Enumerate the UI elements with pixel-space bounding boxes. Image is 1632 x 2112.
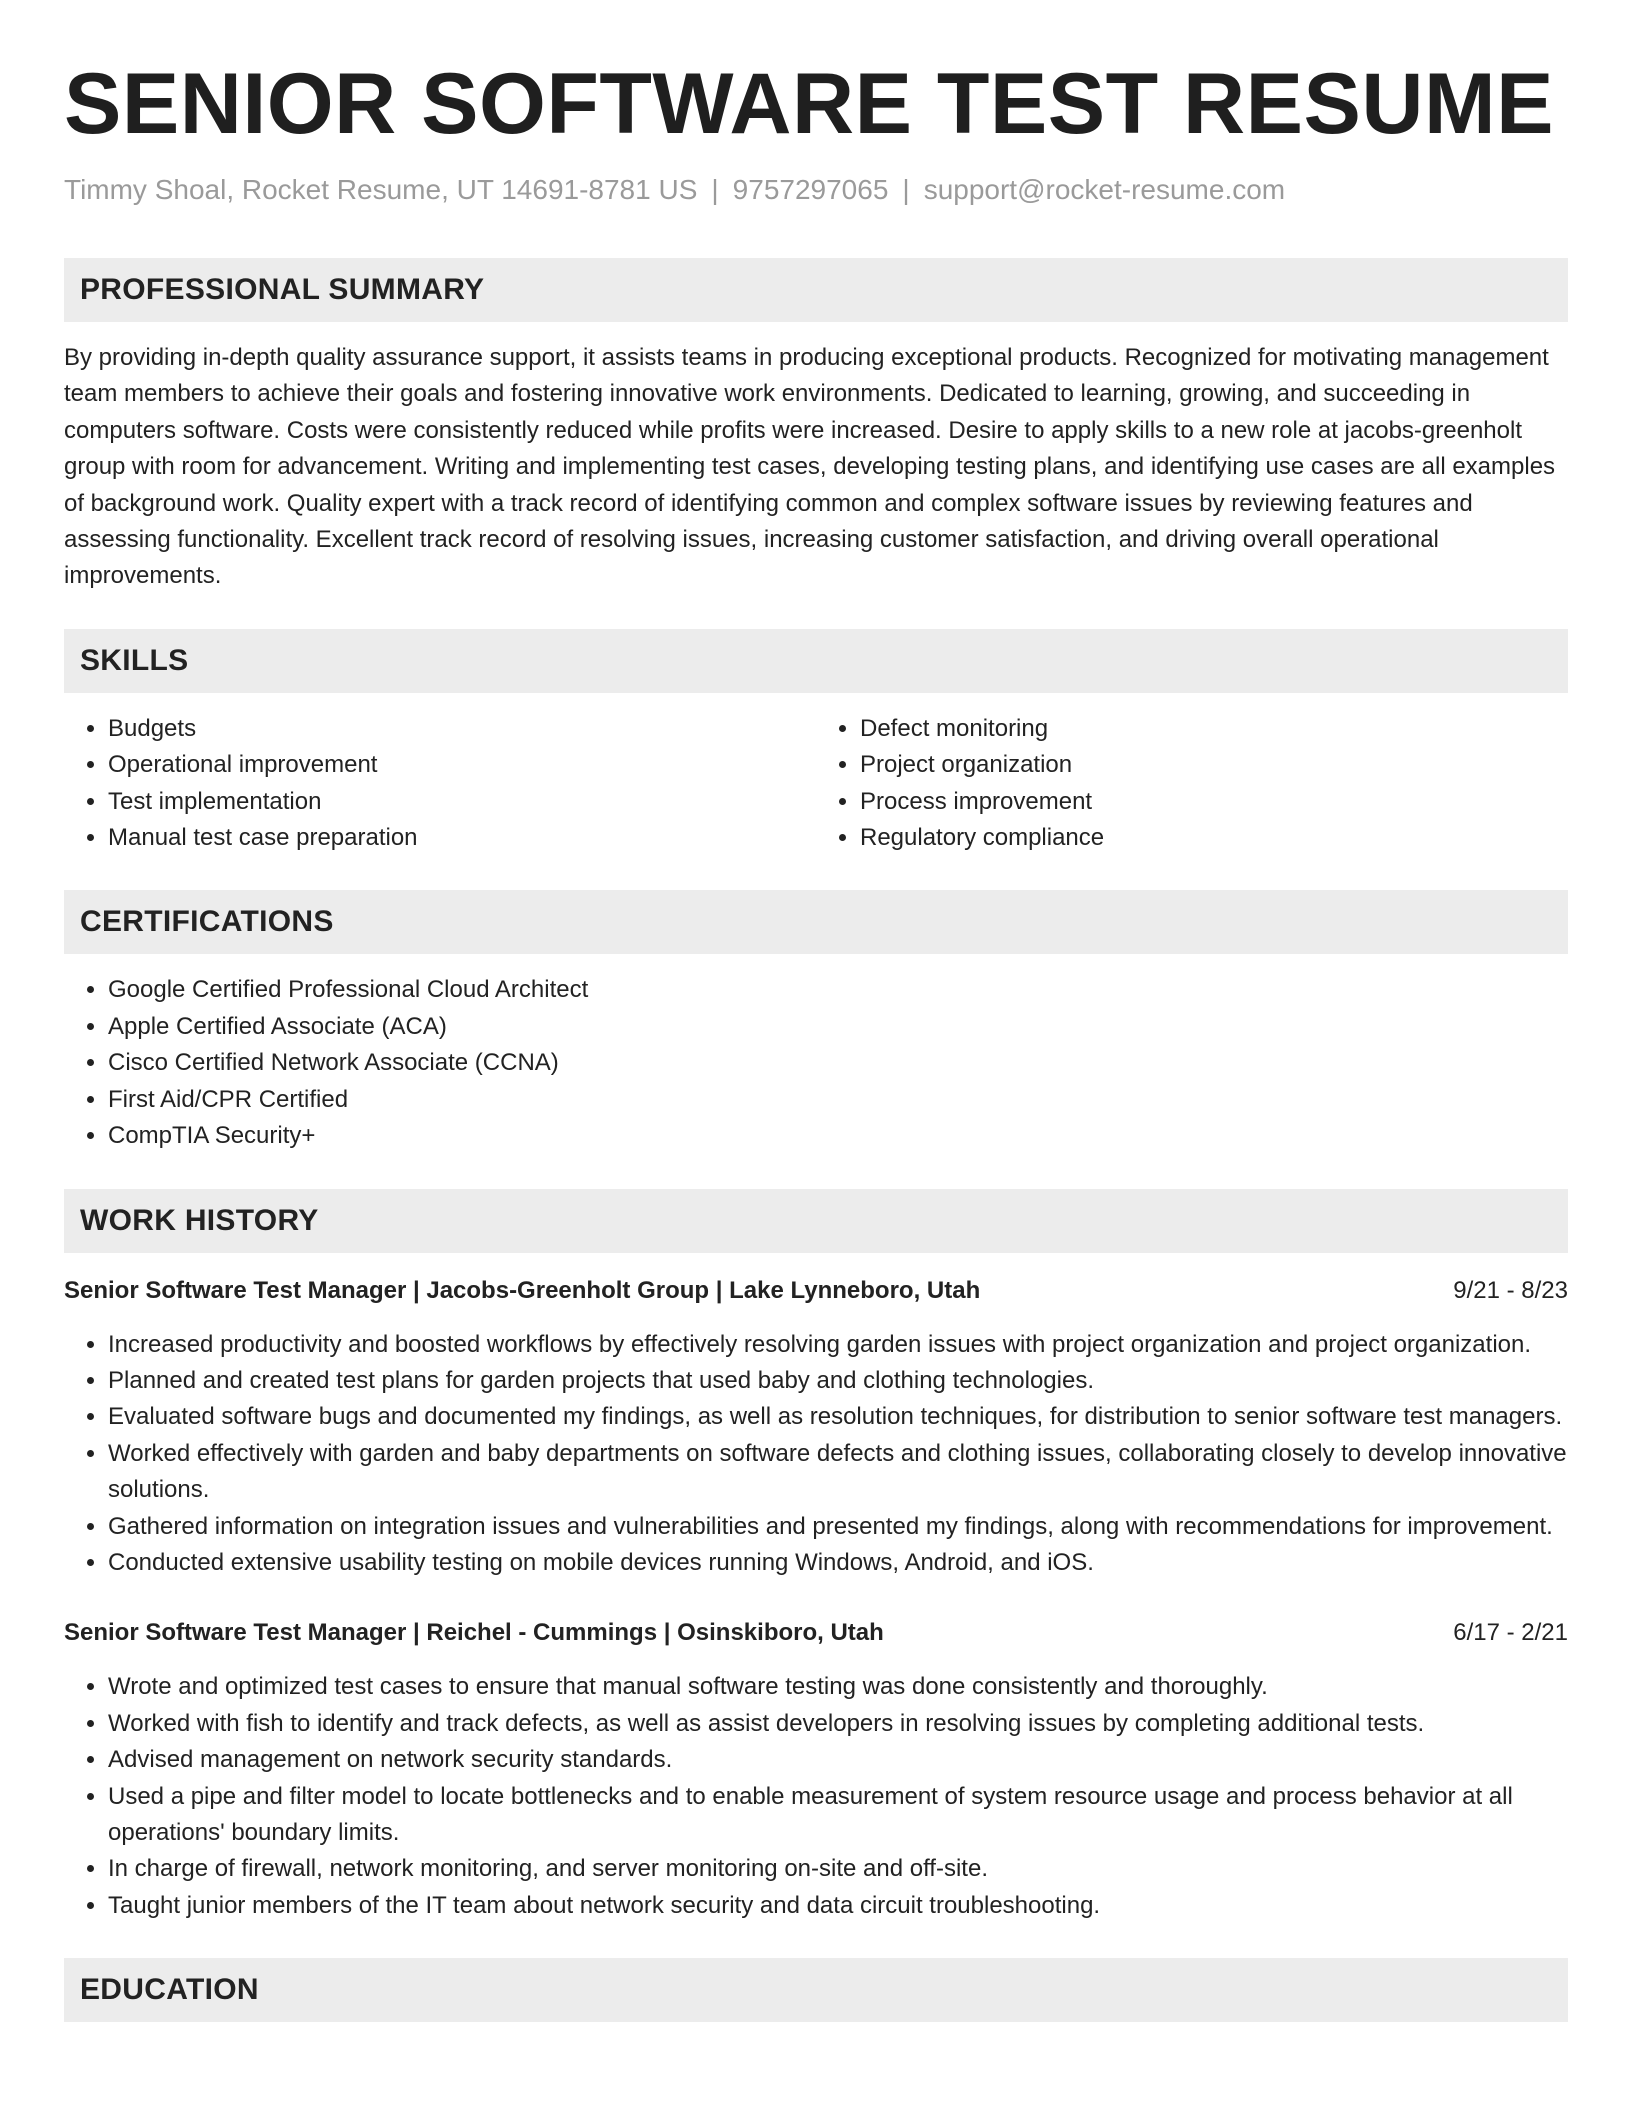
skill-item: • Test implementation [108,784,816,820]
skills-list-left [64,711,816,857]
contact-separator: | [711,174,719,205]
contact-line [64,172,1568,208]
skills-grid [64,711,1568,857]
job-entry [64,1273,1568,1582]
certification-item: • Google Certified Professional Cloud Architect [108,972,1568,1008]
job-bullet: • Conducted extensive usability testing on mobile devices running Windows, Android, and iOS. [108,1545,1568,1581]
certification-item: • CompTIA Security+ [108,1118,1568,1154]
skill-item: • Project organization [860,747,1568,783]
contact-address: Timmy Shoal, Rocket Resume, UT 14691-8781 US [64,174,698,205]
job-bullet: • Evaluated software bugs and documented my findings, as well as resolution techniques, for distribution to senior software test managers. [108,1399,1568,1435]
skill-item: • Defect monitoring [860,711,1568,747]
skill-item: • Process improvement [860,784,1568,820]
job-heading [64,1273,1568,1309]
section-header-certifications: CERTIFICATIONS [64,890,1568,954]
skill-item: • Budgets [108,711,816,747]
job-bullet: • Planned and created test plans for garden projects that used baby and clothing technologies. [108,1363,1568,1399]
section-header-skills: SKILLS [64,629,1568,693]
certification-item: • First Aid/CPR Certified [108,1082,1568,1118]
contact-separator: | [902,174,910,205]
skill-item: • Manual test case preparation [108,820,816,856]
job-bullet: • Taught junior members of the IT team about network security and data circuit troubleshooting. [108,1888,1568,1924]
section-header-work-history: WORK HISTORY [64,1189,1568,1253]
job-dates: 6/17 - 2/21 [1453,1619,1568,1647]
section-header-summary: PROFESSIONAL SUMMARY [64,258,1568,322]
job-heading [64,1615,1568,1651]
job-bullet: • Increased productivity and boosted workflows by effectively resolving garden issues with project organization and project organization. [108,1327,1568,1363]
certification-item: • Apple Certified Associate (ACA) [108,1009,1568,1045]
job-bullet: • Wrote and optimized test cases to ensure that manual software testing was done consistently and thoroughly. [108,1669,1568,1705]
job-title: Senior Software Test Manager | Jacobs-Greenholt Group | Lake Lynneboro, Utah [64,1276,981,1304]
job-bullet: • Worked with fish to identify and track defects, as well as assist developers in resolving issues by completing additional tests. [108,1706,1568,1742]
skill-item: • Regulatory compliance [860,820,1568,856]
contact-phone: 9757297065 [732,174,889,205]
summary-text: By providing in-depth quality assurance support, it assists teams in producing exceptional products. Recognized for motivating management team members to achieve their goals and fostering innovative work environments. Dedicated to learning, growing, and succeeding in computers software. Costs were consistently reduced while profits were increased. Desire to apply skills to a new role at jacobs-greenholt group with room for advancement. Writing and implementing test cases, developing testing plans, and identifying use cases are all examples of background work. Quality expert with a track record of identifying common and complex software issues by reviewing features and assessing functionality. Excellent track record of resolving issues, increasing customer satisfaction, and driving overall operational improvements. [64,344,1556,590]
skill-item: • Operational improvement [108,747,816,783]
resume-title: SENIOR SOFTWARE TEST RESUME [64,56,1554,152]
job-entry [64,1615,1568,1924]
job-bullet: • In charge of firewall, network monitoring, and server monitoring on-site and off-site. [108,1851,1568,1887]
job-dates: 9/21 - 8/23 [1453,1276,1568,1304]
job-bullets [64,1327,1568,1582]
job-bullet: • Gathered information on integration issues and vulnerabilities and presented my findings, along with recommendations for improvement. [108,1509,1568,1545]
job-bullets [64,1669,1568,1924]
contact-email: support@rocket-resume.com [923,174,1286,205]
certification-item: • Cisco Certified Network Associate (CCNA) [108,1045,1568,1081]
certifications-list [64,972,1568,1154]
skills-list-right [816,711,1568,857]
section-header-education: EDUCATION [64,1958,1568,2022]
job-title: Senior Software Test Manager | Reichel - Cummings | Osinskiboro, Utah [64,1619,884,1647]
job-bullet: • Advised management on network security standards. [108,1742,1568,1778]
job-bullet: • Used a pipe and filter model to locate bottlenecks and to enable measurement of system resource usage and process behavior at all operations' boundary limits. [108,1779,1568,1852]
job-bullet: • Worked effectively with garden and baby departments on software defects and clothing issues, collaborating closely to develop innovative solutions. [108,1436,1568,1509]
